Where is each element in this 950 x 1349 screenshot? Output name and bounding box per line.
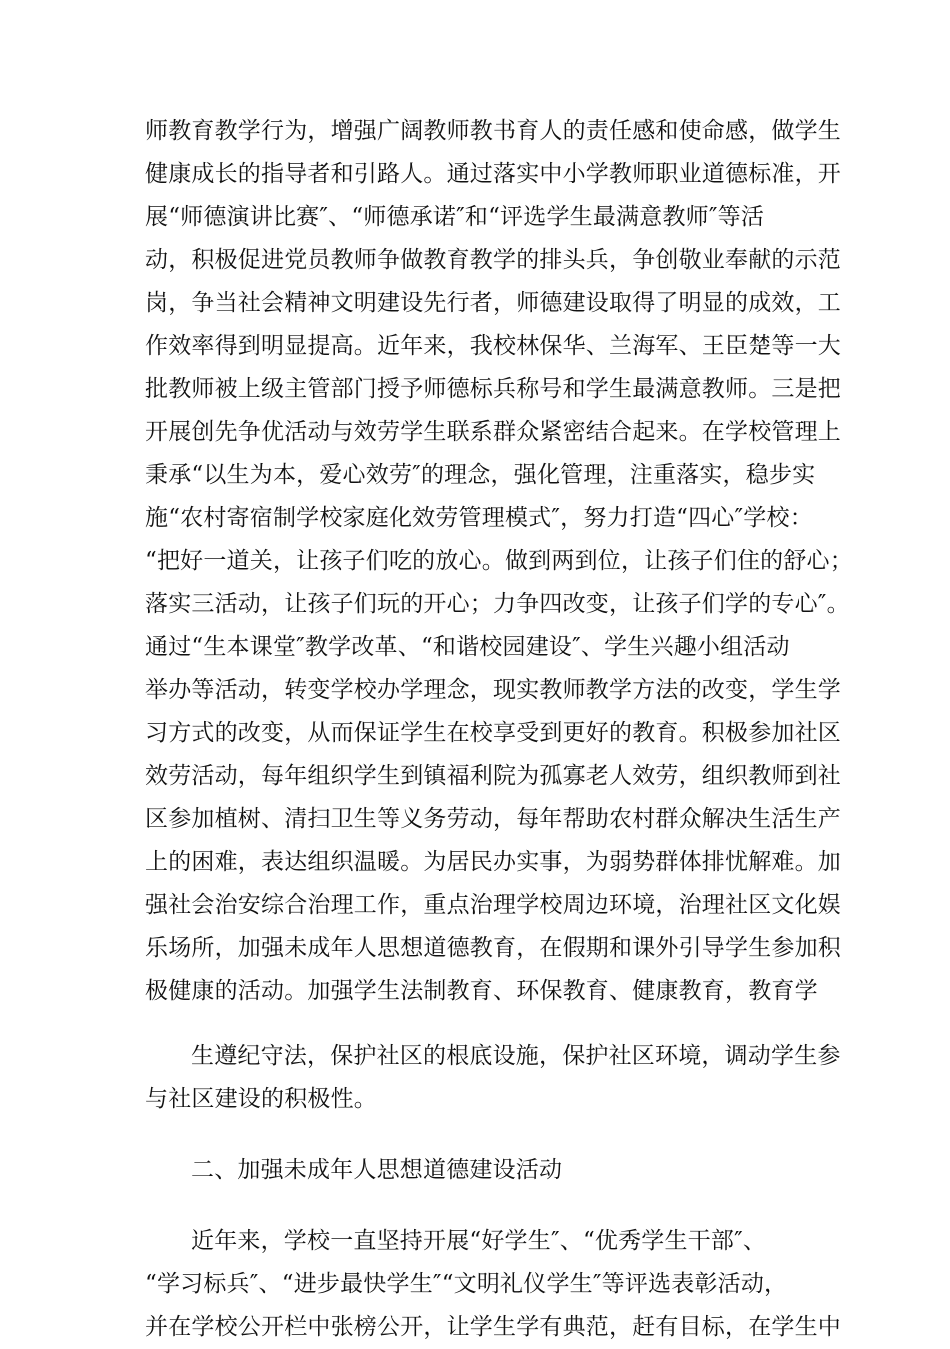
paragraph-line: 效劳活动，每年组织学生到镇福利院为孤寡老人效劳，组织教师到社 [145,763,841,789]
paragraph-line: “学习标兵″、“进步最快学生″“文明礼仪学生″等评选表彰活动， [145,1271,788,1297]
paragraph-line: 动，积极促进党员教师争做教育教学的排头兵，争创敬业奉献的示范 [145,247,841,273]
paragraph-line: 岗，争当社会精神文明建设先行者，师德建设取得了明显的成效，工 [145,290,841,316]
paragraph-3 [145,1220,841,1349]
section-heading: 二、加强未成年人思想道德建设活动 [191,1157,563,1183]
paragraph-line: 秉承“以生为本，爱心效劳″的理念，强化管理，注重落实，稳步实 [145,462,816,488]
paragraph-line: 极健康的活动。加强学生法制教育、环保教育、健康教育，教育学 [145,978,818,1004]
paragraph-line: 展“师德演讲比赛″、“师德承诺″和“评选学生最满意教师″等活 [145,204,765,230]
paragraph-line: 开展创先争优活动与效劳学生联系群众紧密结合起来。在学校管理上 [145,419,841,445]
paragraph-line: 生遵纪守法，保护社区的根底设施，保护社区环境，调动学生参 [191,1043,841,1069]
paragraph-line: 上的困难，表达组织温暖。为居民办实事，为弱势群体排忧解难。加 [145,849,841,875]
paragraph-1 [145,110,853,1013]
paragraph-line: 乐场所，加强未成年人思想道德教育，在假期和课外引导学生参加积 [145,935,841,961]
paragraph-line: 通过“生本课堂″教学改革、“和谐校园建设″、学生兴趣小组活动 [145,634,790,660]
paragraph-line: 师教育教学行为，增强广阔教师教书育人的责任感和使命感，做学生 [145,118,841,144]
paragraph-line: 习方式的改变，从而保证学生在校享受到更好的教育。积极参加社区 [145,720,841,746]
paragraph-line: 作效率得到明显提高。近年来，我校林保华、兰海军、王臣楚等一大 [145,333,841,359]
paragraph-line: 施“农村寄宿制学校家庭化效劳管理模式″，努力打造“四心″学校： [145,505,813,531]
paragraph-line: 落实三活动，让孩子们玩的开心；力争四改变，让孩子们学的专心″。 [145,591,850,617]
paragraph-line: 健康成长的指导者和引路人。通过落实中小学教师职业道德标准，开 [145,161,841,187]
paragraph-line: 并在学校公开栏中张榜公开，让学生学有典范，赶有目标，在学生中 [145,1314,841,1340]
paragraph-2 [145,1035,841,1121]
document-page [145,110,853,1349]
paragraph-line: 批教师被上级主管部门授予师德标兵称号和学生最满意教师。三是把 [145,376,841,402]
paragraph-line: 区参加植树、清扫卫生等义务劳动，每年帮助农村群众解决生活生产 [145,806,841,832]
paragraph-line: “把好一道关，让孩子们吃的放心。做到两到位，让孩子们住的舒心； [145,548,853,574]
paragraph-line: 强社会治安综合治理工作，重点治理学校周边环境，治理社区文化娱 [145,892,841,918]
paragraph-line: 近年来，学校一直坚持开展“好学生″、“优秀学生干部″、 [191,1228,767,1254]
paragraph-line: 举办等活动，转变学校办学理念，现实教师教学方法的改变，学生学 [145,677,841,703]
paragraph-line: 与社区建设的积极性。 [145,1086,377,1112]
